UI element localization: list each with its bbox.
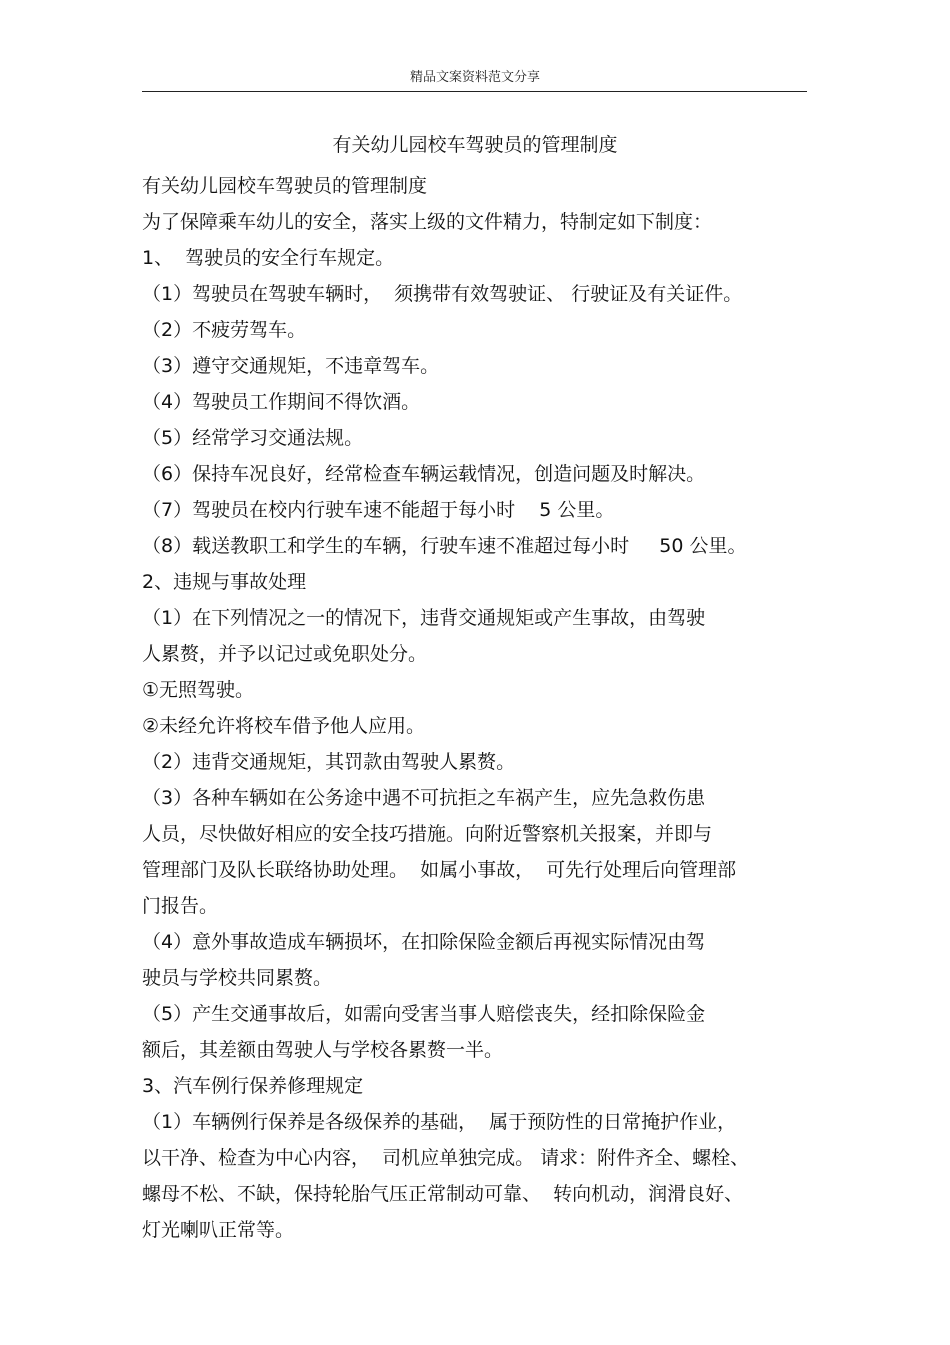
body-line: 螺母不松、不缺，保持轮胎气压正常制动可靠、 转向机动，润滑良好、	[142, 1183, 744, 1205]
document-title: 有关幼儿园校车驾驶员的管理制度	[332, 134, 618, 156]
page-header: 精品文案资料范文分享	[409, 70, 540, 85]
document-body	[142, 168, 832, 1248]
body-line: （7）驾驶员在校内行驶车速不能超于每小时 5 公里。	[142, 499, 615, 521]
body-line: 门报告。	[142, 895, 219, 917]
body-line: （4）驾驶员工作期间不得饮酒。	[142, 391, 421, 413]
body-line: 2、违规与事故处理	[142, 571, 307, 593]
body-line: 3、汽车例行保养修理规定	[142, 1075, 364, 1097]
body-line: （5）产生交通事故后，如需向受害当事人赔偿丧失，经扣除保险金	[142, 1003, 706, 1025]
body-line: （1）车辆例行保养是各级保养的基础， 属于预防性的日常掩护作业，	[142, 1111, 737, 1133]
body-line: 为了保障乘车幼儿的安全，落实上级的文件精力，特制定如下制度：	[142, 211, 713, 233]
body-line: 人累赘，并予以记过或免职处分。	[142, 643, 428, 665]
body-line: 驶员与学校共同累赘。	[142, 967, 333, 989]
body-line: 人员，尽快做好相应的安全技巧措施。向附近警察机关报案，并即与	[142, 823, 713, 845]
body-line: ②未经允许将校车借予他人应用。	[142, 715, 426, 737]
body-line: （2）违背交通规矩，其罚款由驾驶人累赘。	[142, 751, 516, 773]
body-line: ①无照驾驶。	[142, 679, 255, 701]
body-line: （6）保持车况良好，经常检查车辆运载情况，创造问题及时解决。	[142, 463, 706, 485]
body-line: 以干净、检查为中心内容， 司机应单独完成。 请求：附件齐全、螺栓、	[142, 1147, 750, 1169]
body-line: 1、 驾驶员的安全行车规定。	[142, 247, 395, 269]
body-line: （4）意外事故造成车辆损坏，在扣除保险金额后再视实际情况由驾	[142, 931, 706, 953]
body-line: （1）在下列情况之一的情况下，违背交通规矩或产生事故，由驾驶	[142, 607, 706, 629]
body-line: 额后，其差额由驾驶人与学校各累赘一半。	[142, 1039, 504, 1061]
body-line: （3）各种车辆如在公务途中遇不可抗拒之车祸产生，应先急救伤患	[142, 787, 706, 809]
header-divider	[142, 91, 807, 92]
body-line: 灯光喇叭正常等。	[142, 1219, 295, 1241]
body-line: （3）遵守交通规矩，不违章驾车。	[142, 355, 440, 377]
body-line: （5）经常学习交通法规。	[142, 427, 364, 449]
body-line: （2）不疲劳驾车。	[142, 319, 307, 341]
body-line: （1）驾驶员在驾驶车辆时， 须携带有效驾驶证、 行驶证及有关证件。	[142, 283, 743, 305]
body-line: 有关幼儿园校车驾驶员的管理制度	[142, 175, 428, 197]
body-line: 管理部门及队长联络协助处理。 如属小事故， 可先行处理后向管理部	[142, 859, 737, 881]
body-line: （8）载送教职工和学生的车辆，行驶车速不准超过每小时 50 公里。	[142, 535, 747, 557]
